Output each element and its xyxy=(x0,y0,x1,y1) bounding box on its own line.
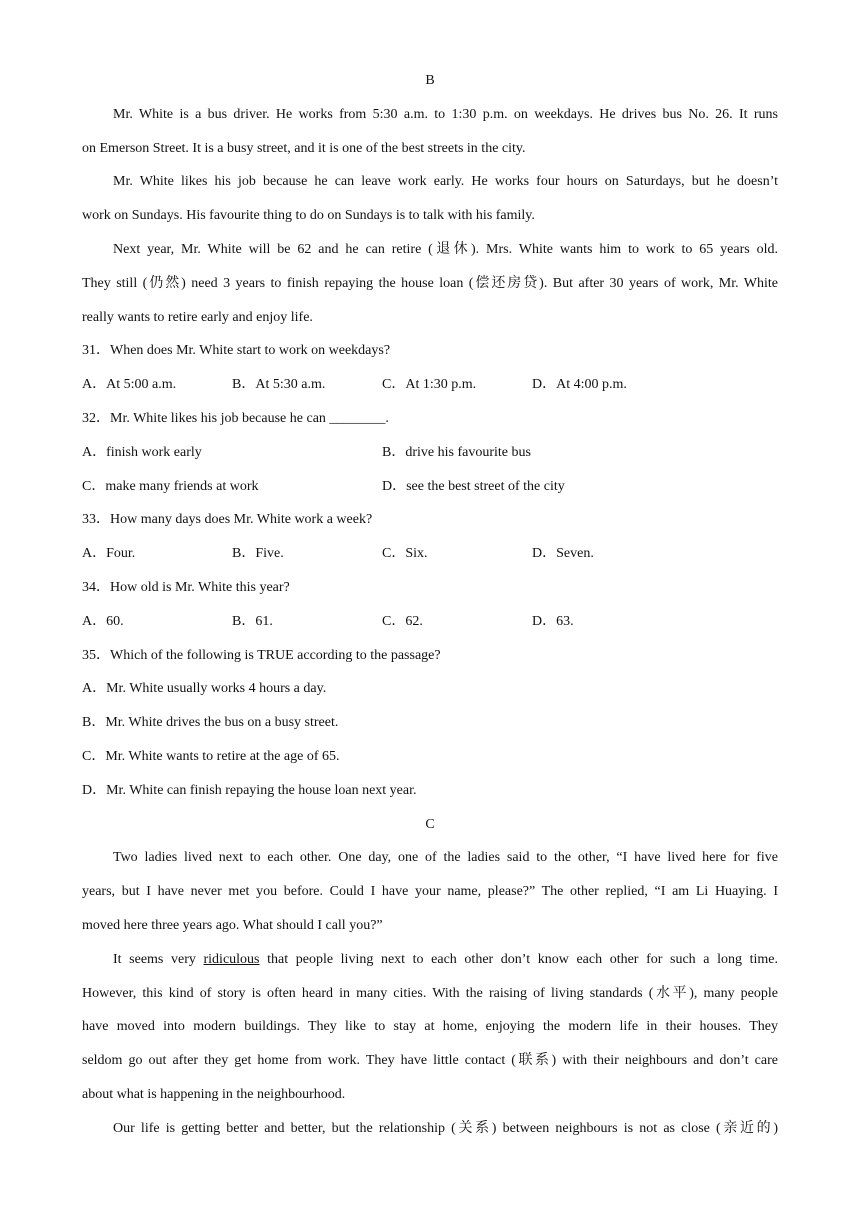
question-34-stem: 34．How old is Mr. White this year? xyxy=(82,579,290,595)
passage-c-paragraph-1-line-3: moved here three years ago. What should I call you?” xyxy=(82,917,383,933)
question-33-stem: 33．How many days does Mr. White work a week? xyxy=(82,512,373,528)
question-32-option-a: A．finish work early xyxy=(82,444,202,460)
question-32-options-row-2 xyxy=(82,470,778,504)
question-31-options xyxy=(82,368,778,402)
question-33-options xyxy=(82,537,778,571)
question-34-option-b: B．61. xyxy=(232,613,273,629)
question-35-stem: 35．Which of the following is TRUE according to the passage? xyxy=(82,647,441,663)
passage-b-paragraph-3-line-1: Next year, Mr. White will be 62 and he can retire (退休). Mrs. White wants him to work to 65 years old. xyxy=(113,241,778,257)
passage-b-paragraph-3-line-2: They still (仍然) need 3 years to finish repaying the house loan (偿还房贷). But after 30 years of work, Mr. White xyxy=(82,275,778,291)
question-31-option-c: C．At 1:30 p.m. xyxy=(382,377,477,393)
question-33-option-a: A．Four. xyxy=(82,546,136,562)
question-33-option-c: C．Six. xyxy=(382,546,428,562)
passage-b-paragraph-3-line-3: really wants to retire early and enjoy life. xyxy=(82,309,313,325)
question-31-option-d: D．At 4:00 p.m. xyxy=(532,377,627,393)
question-32-option-b: B．drive his favourite bus xyxy=(382,444,531,460)
question-35-option-b: B．Mr. White drives the bus on a busy street. xyxy=(82,715,339,731)
question-34-options xyxy=(82,605,778,639)
question-35-option-d: D．Mr. White can finish repaying the house loan next year. xyxy=(82,782,417,798)
passage-b-paragraph-2-line-2: work on Sundays. His favourite thing to do on Sundays is to talk with his family. xyxy=(82,208,535,224)
passage-c-paragraph-2-line-2: However, this kind of story is often heard in many cities. With the raising of living standards (水平), many people xyxy=(82,985,778,1001)
paragraph-2-text-before: It seems very xyxy=(113,951,196,967)
passage-b-paragraph-1-line-1: Mr. White is a bus driver. He works from 5:30 a.m. to 1:30 p.m. on weekdays. He drives bus No. 26. It runs xyxy=(113,106,778,122)
passage-b-paragraph-1-line-2: on Emerson Street. It is a busy street, and it is one of the best streets in the city. xyxy=(82,140,526,156)
underlined-word: ridiculous xyxy=(203,951,260,967)
question-32-options-row-1 xyxy=(82,436,778,470)
passage-c-paragraph-2-line-5: about what is happening in the neighbourhood. xyxy=(82,1086,346,1102)
passage-c-paragraph-1-line-2: years, but I have never met you before. Could I have your name, please?” The other replied, “I am Li Huaying. I xyxy=(82,884,778,900)
question-32-option-c: C．make many friends at work xyxy=(82,478,259,494)
question-31-option-a: A．At 5:00 a.m. xyxy=(82,377,177,393)
document-page xyxy=(82,64,778,1146)
question-32-option-d: D．see the best street of the city xyxy=(382,478,565,494)
passage-c-paragraph-1-line-1: Two ladies lived next to each other. One day, one of the ladies said to the other, “I have lived here for five xyxy=(113,850,778,866)
question-33-option-b: B．Five. xyxy=(232,546,284,562)
question-34-option-c: C．62. xyxy=(382,613,423,629)
passage-c-paragraph-3-line-1: Our life is getting better and better, but the relationship (关系) between neighbours is not as close (亲近的) xyxy=(113,1120,778,1136)
passage-c-paragraph-2-line-3: have moved into modern buildings. They like to stay at home, enjoying the modern life in their houses. They xyxy=(82,1019,778,1035)
question-31-option-b: B．At 5:30 a.m. xyxy=(232,377,326,393)
question-35-option-c: C．Mr. White wants to retire at the age of 65. xyxy=(82,748,340,764)
question-33-option-d: D．Seven. xyxy=(532,546,594,562)
section-c-heading: C xyxy=(425,816,435,832)
question-31-stem: 31．When does Mr. White start to work on weekdays? xyxy=(82,343,391,359)
paragraph-2-text-after: that people living next to each other don’t know each other for such a long time. xyxy=(267,951,778,967)
question-34-option-a: A．60. xyxy=(82,613,124,629)
question-32-stem: 32．Mr. White likes his job because he can ________. xyxy=(82,410,389,426)
passage-c-paragraph-2-line-4: seldom go out after they get home from work. They have little contact (联系) with their neighbours and don’t care xyxy=(82,1053,778,1069)
question-34-option-d: D．63. xyxy=(532,613,574,629)
section-b-heading: B xyxy=(425,73,435,88)
passage-c-paragraph-2-line-1 xyxy=(82,943,778,977)
passage-b-paragraph-2-line-1: Mr. White likes his job because he can leave work early. He works four hours on Saturdays, but he doesn’t xyxy=(113,174,778,190)
question-35-option-a: A．Mr. White usually works 4 hours a day. xyxy=(82,681,327,697)
